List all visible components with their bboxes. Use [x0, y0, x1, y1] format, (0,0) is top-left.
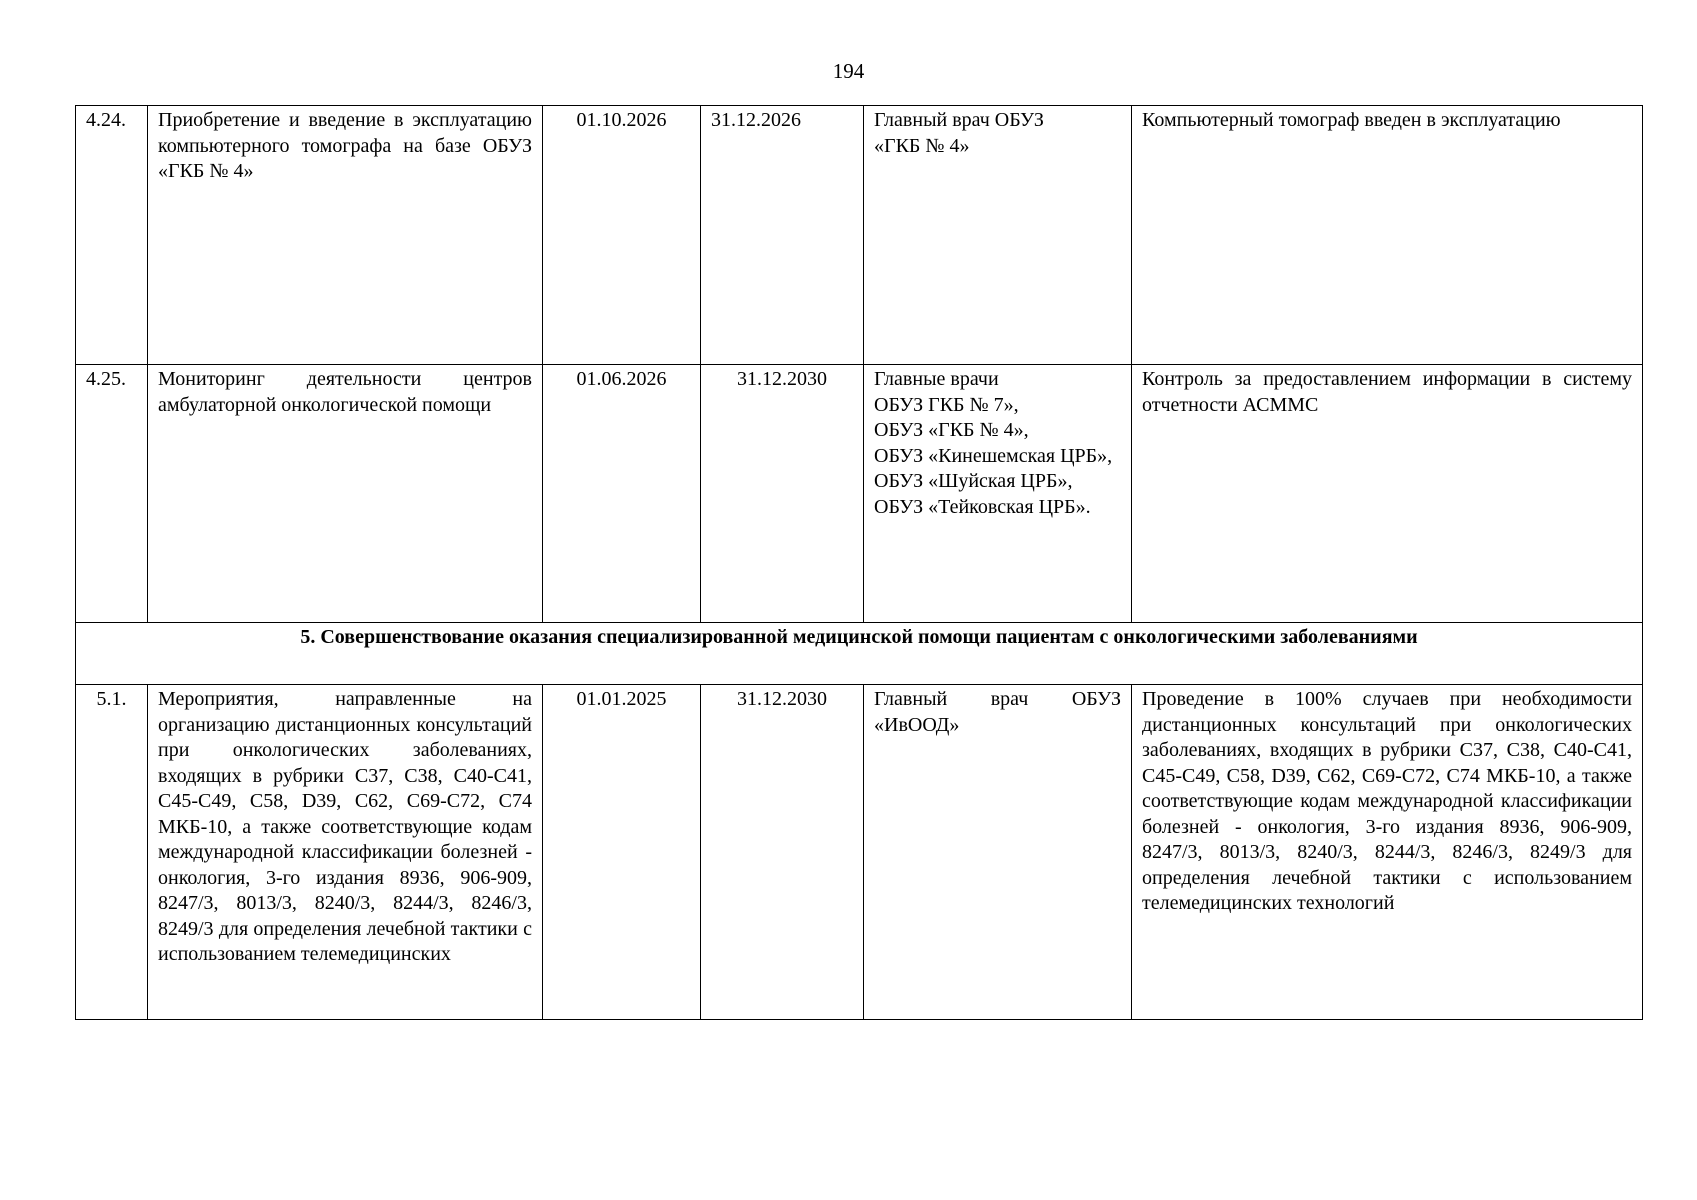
- result-cell: Проведение в 100% случаев при необходимости дистанционных консультаций при онкологических заболеваниях, входящих в рубрики С37, С38, С40-С41, С45-С49, С58, D39, С62, С69-С72, С74 МКБ-10, а также соответствующие кодам международной классификации болезней - онкология, 3-го издания 8936, 906-909, 8247/3, 8013/3, 8240/3, 8244/3, 8246/3, 8249/3 для определения лечебной тактики с использованием телемедицинских технологий: [1132, 685, 1643, 1020]
- responsible-cell: Главные врачи ОБУЗ ГКБ № 7», ОБУЗ «ГКБ № 4», ОБУЗ «Кинешемская ЦРБ», ОБУЗ «Шуйская ЦРБ», ОБУЗ «Тейковская ЦРБ».: [864, 365, 1132, 623]
- table-row: [76, 685, 1643, 1020]
- page-number: 194: [832, 59, 865, 83]
- end-date-cell: 31.12.2026: [701, 106, 864, 365]
- end-date-cell: 31.12.2030: [701, 685, 864, 1020]
- row-number: 4.25.: [76, 365, 148, 623]
- table-row: [76, 106, 1643, 365]
- measure-cell: Мониторинг деятельности центров амбулаторной онкологической помощи: [148, 365, 543, 623]
- start-date-cell: 01.06.2026: [543, 365, 701, 623]
- responsible-cell: Главный врач ОБУЗ «ГКБ № 4»: [864, 106, 1132, 365]
- responsible-cell: Главный врач ОБУЗ «ИвООД»: [864, 685, 1132, 1020]
- start-date-cell: 01.10.2026: [543, 106, 701, 365]
- result-cell: Компьютерный томограф введен в эксплуатацию: [1132, 106, 1643, 365]
- table-row: [76, 365, 1643, 623]
- start-date-cell: 01.01.2025: [543, 685, 701, 1020]
- activity-plan-table: [75, 105, 1643, 1020]
- section-heading: 5. Совершенствование оказания специализированной медицинской помощи пациентам с онкологическими заболеваниями: [76, 623, 1643, 685]
- row-number: 5.1.: [76, 685, 148, 1020]
- result-cell: Контроль за предоставлением информации в систему отчетности АСММС: [1132, 365, 1643, 623]
- row-number: 4.24.: [76, 106, 148, 365]
- end-date-cell: 31.12.2030: [701, 365, 864, 623]
- measure-cell: Мероприятия, направленные на организацию дистанционных консультаций при онкологических заболеваниях, входящих в рубрики С37, С38, С40-С41, С45-С49, С58, D39, С62, С69-С72, С74 МКБ-10, а также соответствующие кодам международной классификации болезней - онкология, 3-го издания 8936, 906-909, 8247/3, 8013/3, 8240/3, 8244/3, 8246/3, 8249/3 для определения лечебной тактики с использованием телемедицинских: [148, 685, 543, 1020]
- measure-cell: Приобретение и введение в эксплуатацию компьютерного томографа на базе ОБУЗ «ГКБ № 4»: [148, 106, 543, 365]
- section-heading-row: [76, 623, 1643, 685]
